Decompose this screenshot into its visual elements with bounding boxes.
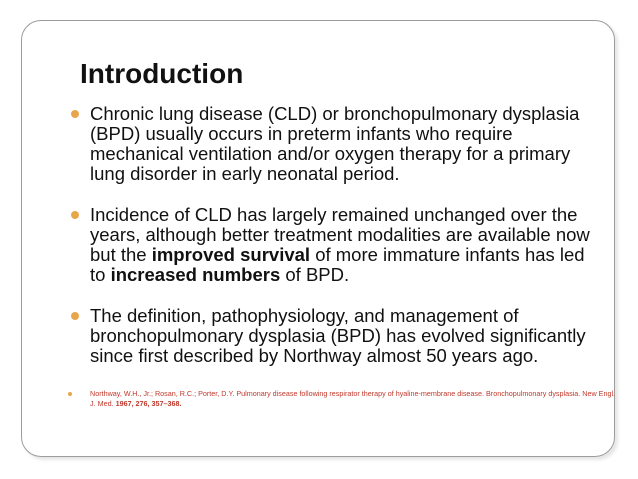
reference-text: Northway, W.H., Jr.; Rosan, R.C.; Porter, D.Y. Pulmonary disease following respirator therapy of hyaline-membrane disease. Bronchopulmonary dysplasia. New Engl. J. Med. [90, 389, 616, 408]
bullet-text-part: of more immature infants has led to [90, 244, 585, 285]
bullet-dot-icon [71, 110, 79, 118]
bullet-list [70, 104, 605, 366]
bold-phrase-improved-survival: improved survival [151, 244, 311, 265]
slide-title: Introduction [80, 58, 244, 89]
bullet-item-1 [70, 104, 605, 184]
bullet-dot-icon [71, 211, 79, 219]
bullet-text: The definition, pathophysiology, and management of bronchopulmonary dysplasia (BPD) has evolved significantly since first described by Northway almost 50 years ago. [90, 305, 586, 366]
bullet-text: Chronic lung disease (CLD) or bronchopulmonary dysplasia (BPD) usually occurs in preterm infants who require mechanical ventilation and/or oxygen therapy for a primary lung disorder in early neonatal period. [90, 103, 580, 184]
bullet-item-3 [70, 306, 605, 366]
reference-bold: 1967, 276, 357–368. [115, 399, 182, 408]
bullet-text-part: Incidence of CLD has largely remained unchanged over the years, although better treatment modalities are available now but the [90, 204, 590, 265]
bullet-item-2 [70, 205, 605, 285]
reference-citation [68, 389, 620, 409]
bold-phrase-increased-numbers: increased numbers [110, 264, 281, 285]
bullet-dot-icon [68, 392, 72, 396]
bullet-dot-icon [71, 312, 79, 320]
bullet-text-part: of BPD. [280, 264, 350, 285]
